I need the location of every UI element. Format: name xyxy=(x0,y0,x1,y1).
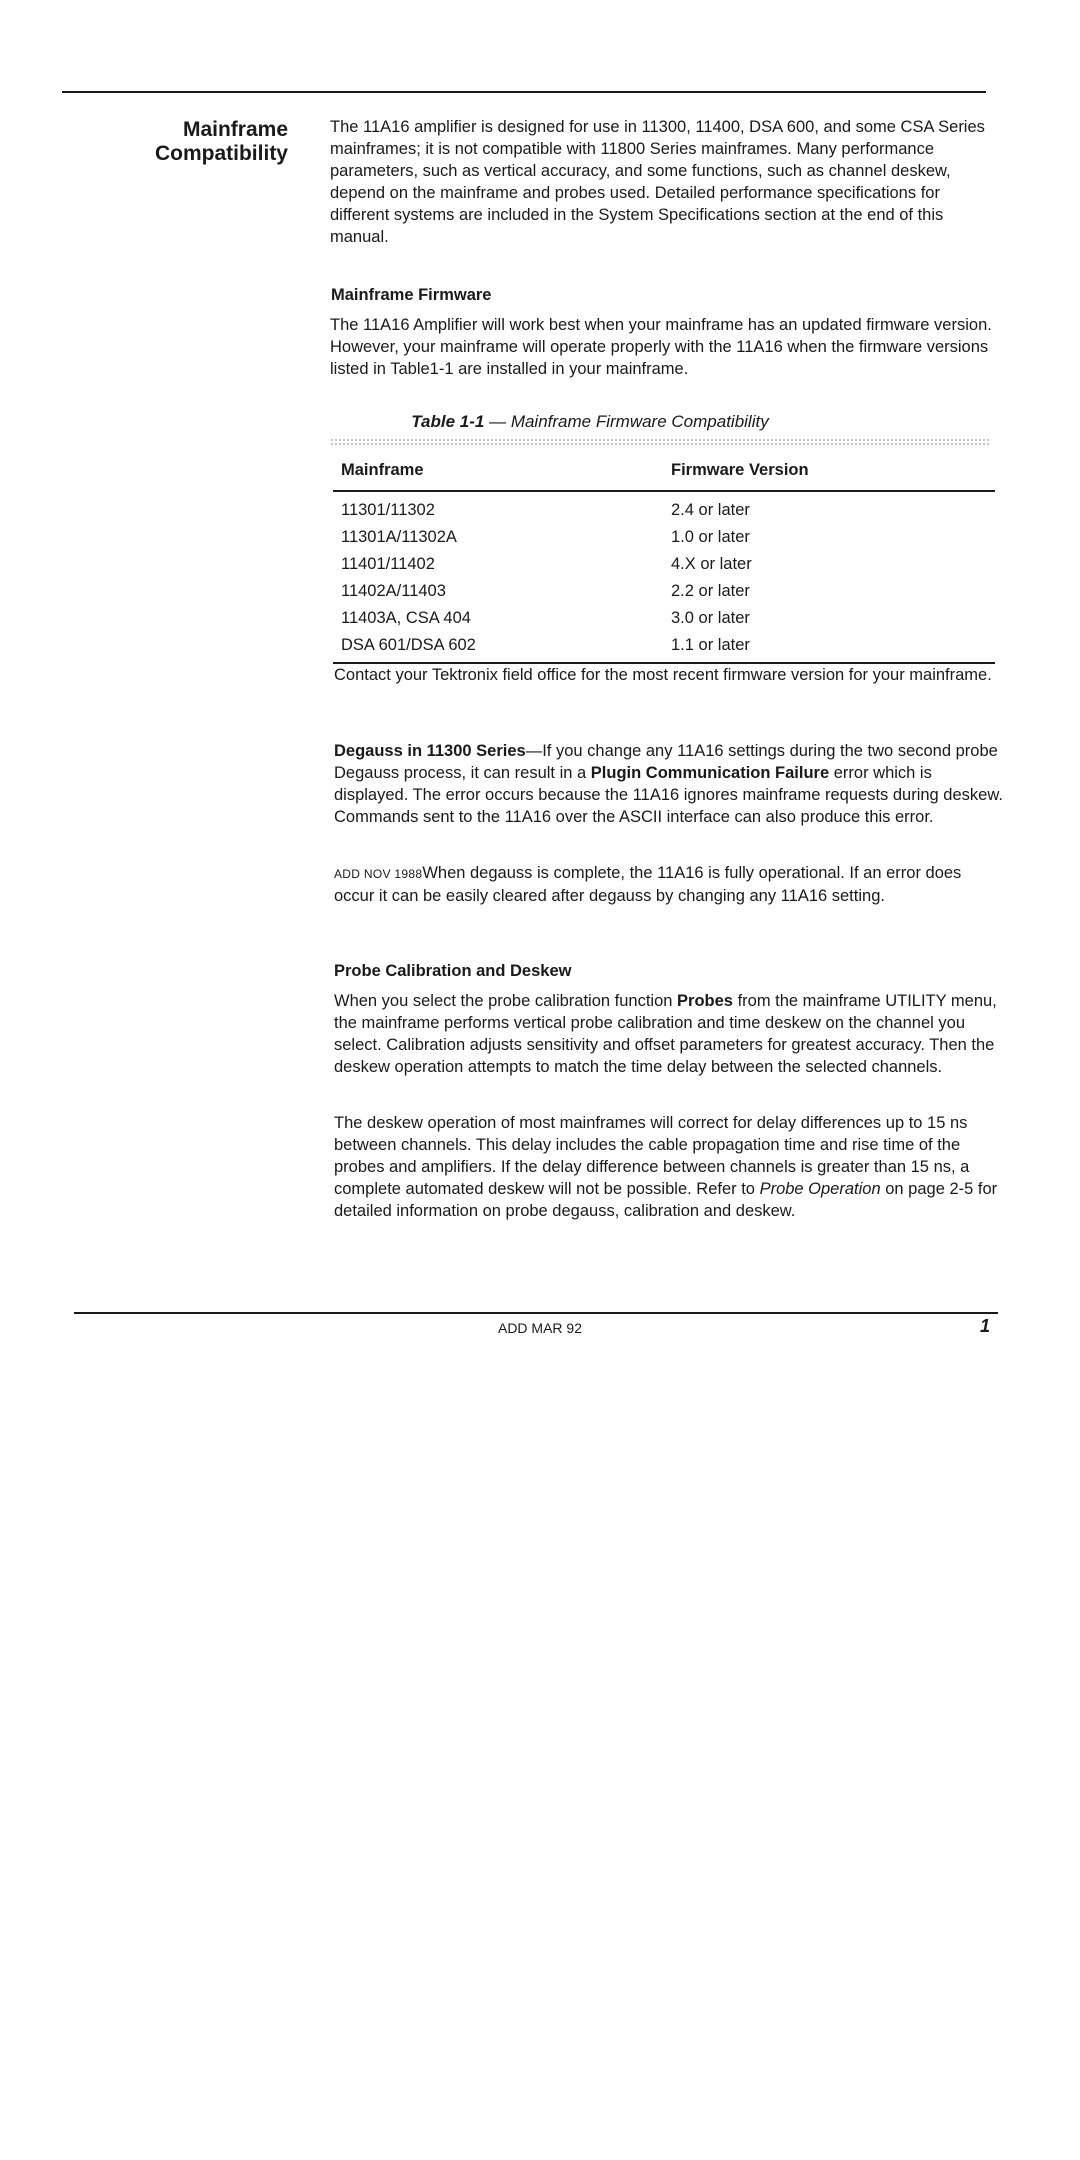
addendum-text: When degauss is complete, the 11A16 is fully operational. If an error does occur it can be easily cleared after degauss by changing any 11A16 setting. xyxy=(334,864,962,905)
probe-p1-text-b: from the mainframe UTILITY menu, the mainframe performs vertical probe calibration and time deskew on the channel you select. Calibration adjusts sensitivity and offset parameters for greatest accuracy. Then the deskew operation attempts to match the time delay between the selected channels. xyxy=(334,992,997,1076)
table-cell-mainframe: 11301A/11302A xyxy=(341,528,457,546)
degauss-lead: Degauss in 11300 Series xyxy=(334,742,526,760)
table-row xyxy=(333,578,995,605)
table-header-mainframe: Mainframe xyxy=(333,453,663,491)
top-rule xyxy=(62,91,986,93)
firmware-paragraph: The 11A16 Amplifier will work best when your mainframe has an updated firmware version. However, your mainframe will operate properly with the 11A16 when the firmware versions listed in Table1-1 are installed in your mainframe. xyxy=(330,316,992,378)
probe-paragraph-1 xyxy=(334,990,1006,1078)
probe-paragraph-2 xyxy=(334,1112,1006,1222)
table-row xyxy=(333,605,995,632)
table-row xyxy=(333,491,995,524)
table-header-firmware-version: Firmware Version xyxy=(663,453,995,491)
probe-operation-reference: Probe Operation xyxy=(759,1180,881,1198)
table-cell-mainframe: DSA 601/DSA 602 xyxy=(333,632,663,663)
firmware-heading: Mainframe Firmware xyxy=(331,286,492,304)
table-caption-separator: — xyxy=(484,412,511,431)
firmware-table xyxy=(333,453,995,664)
probe-heading: Probe Calibration and Deskew xyxy=(334,962,572,980)
table-cell-firmware: 1.1 or later xyxy=(663,632,995,663)
footer-revision: ADD MAR 92 xyxy=(497,1320,583,1336)
bottom-rule xyxy=(74,1312,998,1314)
section-heading-line-1: Mainframe xyxy=(182,118,288,141)
table-cell-firmware: 2.2 or later xyxy=(671,582,750,600)
degauss-addendum-paragraph xyxy=(334,862,1006,907)
degauss-text-1: If you change any 11A16 settings during the two second probe Degauss process, it can result in a xyxy=(334,742,998,782)
table-caption-title: Mainframe Firmware Compatibility xyxy=(510,412,769,431)
table-cell-firmware: 2.4 or later xyxy=(671,501,750,519)
probes-term: Probes xyxy=(677,992,733,1010)
table-caption-number: Table 1-1 xyxy=(411,412,485,431)
table-cell-firmware: 1.0 or later xyxy=(671,528,750,546)
table-cell-mainframe: 11402A/11403 xyxy=(341,582,446,600)
plugin-failure-term: Plugin Communication Failure xyxy=(590,764,830,782)
section-heading xyxy=(100,118,288,166)
probe-p2-text-b: on page 2-5 for detailed information on probe degauss, calibration and deskew. xyxy=(334,1180,998,1220)
section-heading-line-2: Compatibility xyxy=(154,142,288,165)
addendum-tag: ADD NOV 1988 xyxy=(334,867,423,881)
table-cell-firmware: 4.X or later xyxy=(671,555,752,573)
table-cell-mainframe: 11301/11302 xyxy=(341,501,435,519)
probe-p2-text-a: The deskew operation of most mainframes will correct for delay differences up to 15 ns between channels. This delay includes the cable propagation time and rise time of the probes and amplifiers. If the delay difference between channels is greater than 15 ns, a complete automated deskew will not be possible. Refer to xyxy=(334,1114,970,1198)
intro-paragraph: The 11A16 amplifier is designed for use in 11300, 11400, DSA 600, and some CSA Series mainframes; it is not compatible with 11800 Series mainframes. Many performance parameters, such as vertical accuracy, and some functions, such as channel deskew, depend on the mainframe and probes used. Detailed performance specifications for different systems are included in the System Specifications section at the end of this manual. xyxy=(330,118,985,246)
table-top-dotted-rule xyxy=(330,438,990,446)
table-cell-firmware: 3.0 or later xyxy=(671,609,750,627)
table-caption xyxy=(330,412,850,432)
degauss-dash: — xyxy=(525,742,543,760)
page-number: 1 xyxy=(979,1316,990,1336)
table-row xyxy=(333,524,995,551)
table-row xyxy=(333,551,995,578)
table-cell-mainframe: 11403A, CSA 404 xyxy=(341,609,471,627)
degauss-text-2: error which is displayed. The error occurs because the 11A16 ignores mainframe requests during deskew. Commands sent to the 11A16 over the ASCII interface can also produce this error. xyxy=(334,764,1003,826)
table-header-row xyxy=(333,453,995,491)
table-cell-mainframe: 11401/11402 xyxy=(341,555,435,573)
contact-paragraph: Contact your Tektronix field office for the most recent firmware version for your mainframe. xyxy=(334,666,992,684)
table-row xyxy=(333,632,995,663)
degauss-paragraph xyxy=(334,740,1006,828)
probe-p1-text-a: When you select the probe calibration function xyxy=(334,992,678,1010)
